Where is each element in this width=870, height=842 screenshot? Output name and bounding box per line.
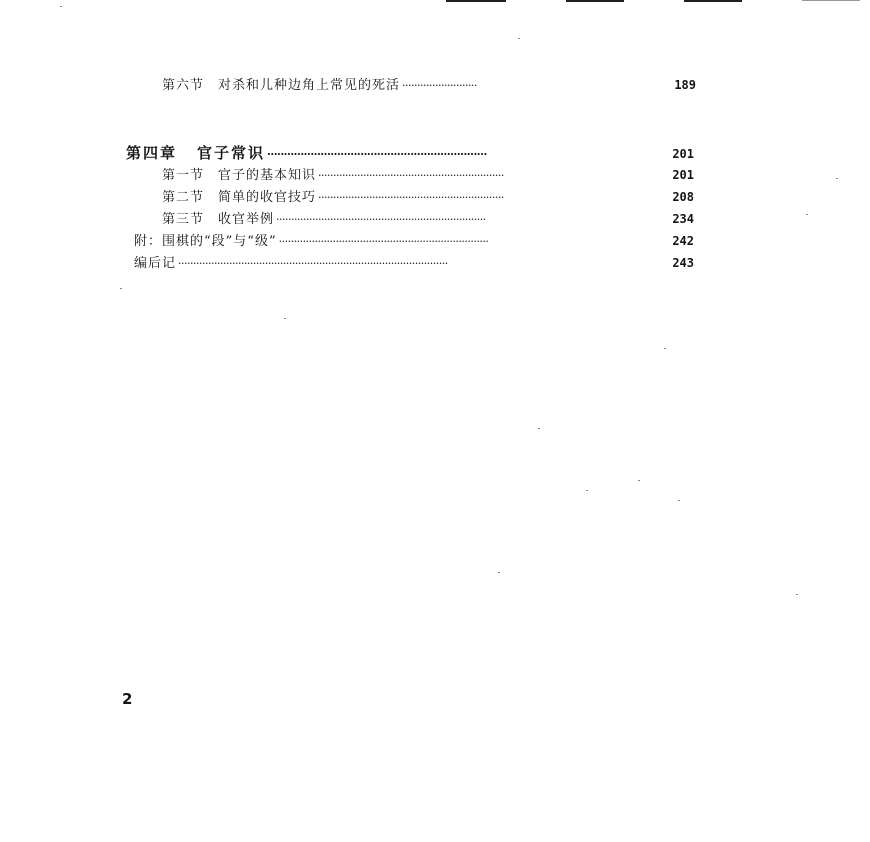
toc-page-number: 243 [672,256,694,270]
toc-chapter-label: 第四章 [126,144,178,162]
toc-entry-title: 官子的基本知识 [218,168,317,183]
scan-speck [518,38,520,39]
scan-speck [664,348,666,349]
toc-dot-leader: ······························································ [318,169,504,182]
toc-entry-label: 第一节 [162,168,205,183]
toc-page-number: 201 [672,147,694,161]
scan-speck [60,6,62,7]
scan-speck [806,214,808,215]
toc-dot-leader: ·························································································· [178,257,448,270]
toc-entry-appendix [134,230,694,250]
toc-dot-leader: ······································································ [276,213,486,226]
toc-dot-leader: ·································································· [267,148,487,161]
toc-page-number: 189 [674,78,696,92]
toc-page-number: 242 [672,234,694,248]
scan-speck [796,594,798,595]
toc-entry-section-4-2 [162,186,694,206]
toc-entry-section-4-1 [162,164,694,184]
toc-chapter-title: 官子常识 [197,144,266,162]
toc-page-number: 234 [672,212,694,226]
scan-speck [836,178,838,179]
scan-speck [284,318,286,319]
scan-edge-rule [802,0,860,1]
toc-page-number: 208 [672,190,694,204]
scan-speck [498,572,500,573]
page-number: 2 [122,690,133,708]
toc-entry-afterword [134,252,694,272]
scan-edge-rule [684,0,742,2]
scan-speck [538,428,540,429]
toc-entry-label: 第六节 [162,78,205,93]
scan-speck [120,288,122,289]
scan-edge-rule [566,0,624,2]
toc-dot-leader: ······························································ [318,191,504,204]
toc-entry-label: 第二节 [162,190,205,205]
scan-speck [678,500,680,501]
scan-speck [638,480,640,481]
toc-dot-leader: ························· [402,79,477,92]
toc-entry-chapter-4 [126,142,694,162]
toc-entry-title: 编后记 [134,256,177,271]
toc-entry-section-6 [162,74,696,94]
toc-entry-title: 简单的收官技巧 [218,190,317,205]
toc-entry-label: 第三节 [162,212,205,227]
toc-entry-title: 对杀和儿种边角上常见的死活 [218,78,401,93]
toc-dot-leader: ······································································ [278,235,489,248]
toc-entry-title: 收官举例 [218,212,275,227]
scan-speck [586,490,588,491]
scan-edge-rule [446,0,506,2]
toc-entry-section-4-3 [162,208,694,228]
toc-entry-title: 附：围棋的“段”与“级” [134,234,277,249]
toc-page-number: 201 [672,168,694,182]
